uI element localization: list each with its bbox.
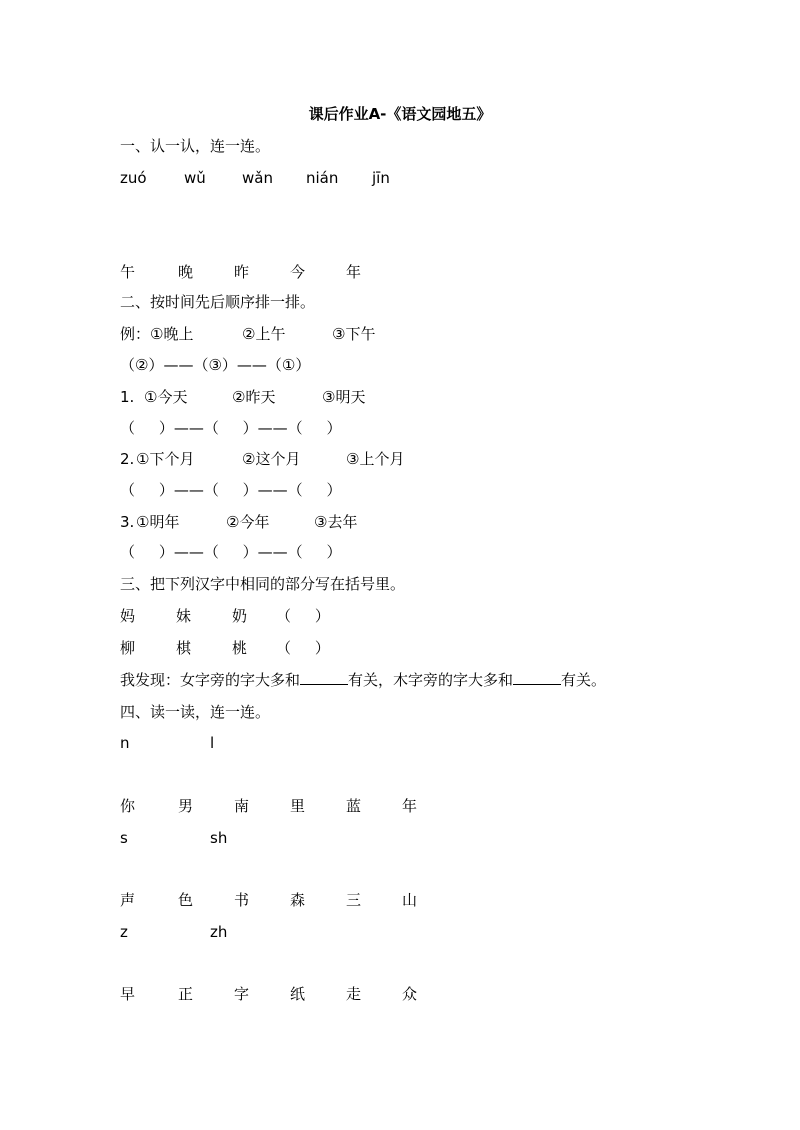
char-item: 纸	[290, 985, 306, 1003]
question-item: ①明年	[136, 513, 180, 531]
pinyin-item: jīn	[372, 169, 390, 187]
char-item: 早	[120, 985, 136, 1003]
question-3	[120, 512, 520, 532]
answer-blanks-1[interactable]: （ ）——（ ）——（ ）	[120, 419, 342, 437]
char-item: 三	[346, 891, 362, 909]
char-item: 男	[178, 797, 194, 815]
char-item: 众	[402, 985, 418, 1003]
section-1-heading: 一、认一认，连一连。	[120, 137, 271, 155]
answer-blank[interactable]: （ ）	[276, 639, 330, 657]
char-item: 年	[346, 263, 362, 281]
example-row	[120, 324, 520, 344]
sound-row-1	[120, 733, 420, 753]
question-item: ③上个月	[346, 450, 405, 468]
question-number: 3.	[120, 513, 135, 531]
discovery-text: 有关，木字旁的字大多和	[348, 671, 514, 689]
sound-item: n	[120, 734, 130, 752]
char-item: 桃	[232, 639, 248, 657]
example-item: ③下午	[332, 325, 376, 343]
char-item: 森	[290, 891, 306, 909]
page-title: 课后作业A-《语文园地五》	[308, 105, 492, 123]
answer-blanks-3[interactable]: （ ）——（ ）——（ ）	[120, 543, 342, 561]
char-item: 棋	[176, 639, 192, 657]
sound-item: z	[120, 923, 128, 941]
char-item: 蓝	[346, 797, 362, 815]
question-item: ①下个月	[136, 450, 195, 468]
char-row-1	[120, 796, 460, 816]
answer-blanks-2[interactable]: （ ）——（ ）——（ ）	[120, 481, 342, 499]
sound-item: sh	[210, 829, 228, 847]
example-answer: （②）——（③）——（①）	[120, 356, 311, 374]
question-item: ③明天	[322, 388, 366, 406]
pinyin-item: zuó	[120, 169, 147, 187]
char-row	[120, 262, 520, 282]
section-3-heading: 三、把下列汉字中相同的部分写在括号里。	[120, 575, 406, 593]
char-item: 声	[120, 891, 136, 909]
char-item: 书	[234, 891, 250, 909]
char-item: 正	[178, 985, 194, 1003]
sound-item: s	[120, 829, 128, 847]
example-label: 例：	[120, 325, 151, 343]
sound-item: l	[210, 734, 215, 752]
question-item: ②昨天	[232, 388, 276, 406]
question-number: 1.	[120, 388, 135, 406]
char-item: 南	[234, 797, 250, 815]
char-item: 走	[346, 985, 362, 1003]
char-item: 妈	[120, 607, 136, 625]
fill-blank-1[interactable]	[300, 670, 348, 685]
sound-row-3	[120, 922, 420, 942]
char-item: 午	[120, 263, 136, 281]
sound-item: zh	[210, 923, 228, 941]
question-item: ③去年	[314, 513, 358, 531]
discovery-text: 我发现：女字旁的字大多和	[120, 671, 301, 689]
char-item: 字	[234, 985, 250, 1003]
sound-row-2	[120, 828, 420, 848]
char-item: 色	[178, 891, 194, 909]
char-item: 山	[402, 891, 418, 909]
question-1	[120, 387, 520, 407]
char-row-2	[120, 890, 460, 910]
char-item: 晚	[178, 263, 194, 281]
section-2-heading: 二、按时间先后顺序排一排。	[120, 293, 316, 311]
example-item: ②上午	[242, 325, 286, 343]
pinyin-item: wǎn	[242, 169, 273, 187]
answer-blank[interactable]: （ ）	[276, 607, 330, 625]
char-item: 里	[290, 797, 306, 815]
component-row-2	[120, 638, 520, 658]
char-row-3	[120, 984, 460, 1004]
char-item: 你	[120, 797, 136, 815]
section-4-heading: 四、读一读，连一连。	[120, 703, 271, 721]
pinyin-item: wǔ	[184, 169, 206, 187]
pinyin-row	[120, 168, 520, 188]
question-2	[120, 449, 520, 469]
fill-blank-2[interactable]	[513, 670, 561, 685]
char-item: 奶	[232, 607, 248, 625]
char-item: 年	[402, 797, 418, 815]
char-item: 昨	[234, 263, 250, 281]
question-number: 2.	[120, 450, 135, 468]
question-item: ①今天	[144, 388, 188, 406]
example-item: ①晚上	[150, 325, 194, 343]
discovery-text: 有关。	[561, 671, 607, 689]
discovery-sentence	[120, 670, 606, 690]
char-item: 柳	[120, 639, 136, 657]
component-row-1	[120, 606, 520, 626]
question-item: ②这个月	[242, 450, 301, 468]
pinyin-item: nián	[306, 169, 339, 187]
char-item: 妹	[176, 607, 192, 625]
question-item: ②今年	[226, 513, 270, 531]
char-item: 今	[290, 263, 306, 281]
